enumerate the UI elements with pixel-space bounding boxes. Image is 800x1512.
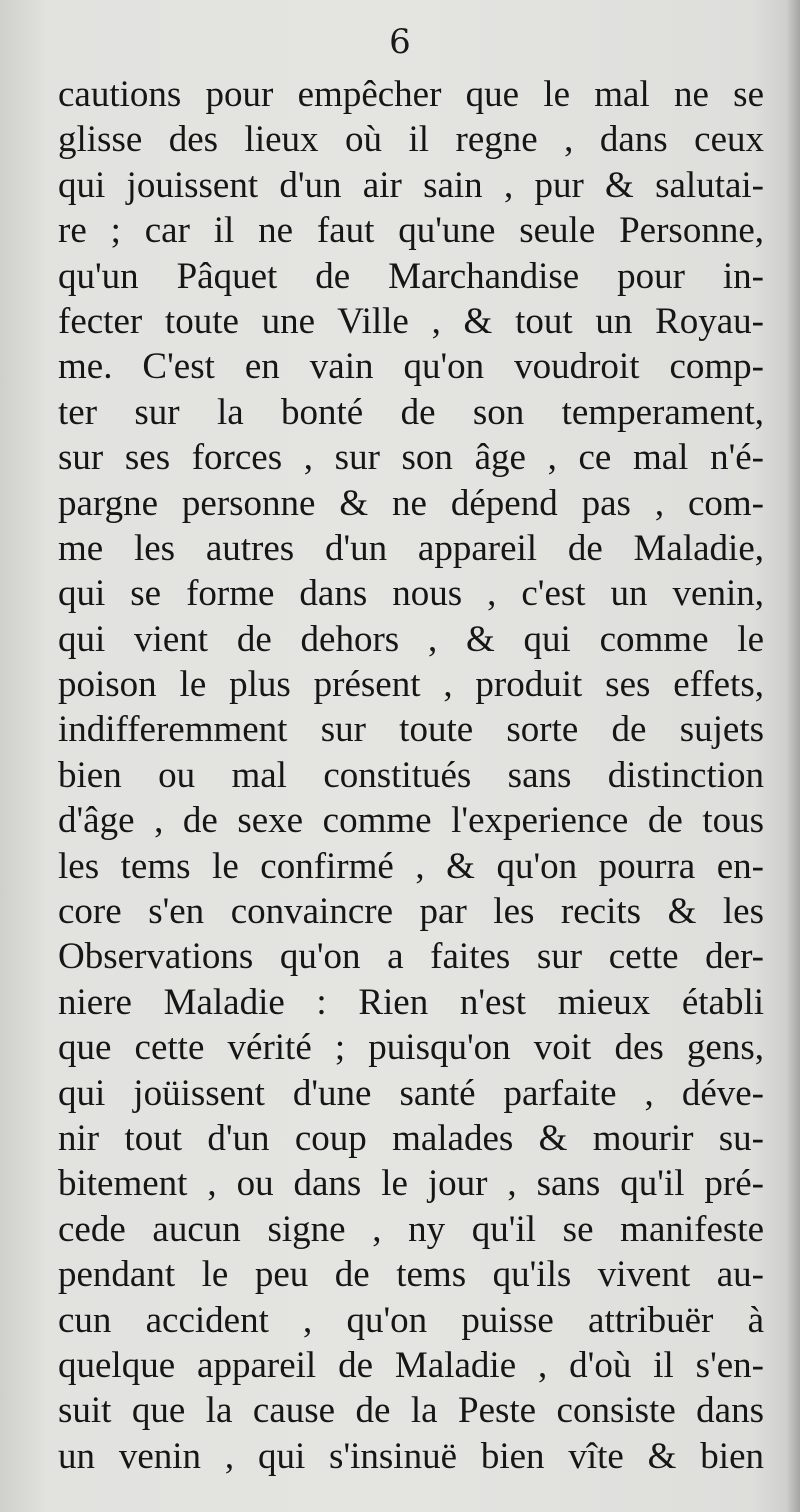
body-text [58, 72, 764, 1479]
text-line: niere Maladie : Rien n'est mieux établi [58, 981, 764, 1023]
text-line: qu'un Pâquet de Marchandise pour in- [58, 255, 764, 297]
text-line: d'âge , de sexe comme l'experience de tous [58, 800, 764, 842]
page-number: 6 [389, 22, 411, 62]
text-line: pargne personne & ne dépend pas , com- [58, 482, 764, 524]
text-line: fecter toute une Ville , & tout un Royau- [58, 300, 764, 342]
text-line: ter sur la bonté de son temperament, [58, 391, 764, 433]
text-line: me les autres d'un appareil de Maladie, [58, 527, 764, 569]
text-line: un venin , qui s'insinuë bien vîte & bien [58, 1435, 764, 1477]
text-line: me. C'est en vain qu'on voudroit comp- [58, 346, 764, 388]
text-line: re ; car il ne faut qu'une seule Personne, [58, 210, 764, 252]
page-edge-shadow [786, 0, 800, 1512]
text-line: sur ses forces , sur son âge , ce mal n'é- [58, 437, 764, 479]
text-line: cede aucun signe , ny qu'il se manifeste [58, 1208, 764, 1250]
text-line: bien ou mal constitués sans distinction [58, 754, 764, 796]
text-line: bitement , ou dans le jour , sans qu'il pré- [58, 1163, 764, 1205]
text-line: qui se forme dans nous , c'est un venin, [58, 573, 764, 615]
text-line: les tems le confirmé , & qu'on pourra en- [58, 845, 764, 887]
text-line: glisse des lieux où il regne , dans ceux [58, 119, 764, 161]
text-line: suit que la cause de la Peste consiste dans [58, 1390, 764, 1432]
text-line: qui joüissent d'une santé parfaite , déve- [58, 1072, 764, 1114]
text-line: qui vient de dehors , & qui comme le [58, 618, 764, 660]
text-line: que cette vérité ; puisqu'on voit des gens, [58, 1027, 764, 1069]
text-line: nir tout d'un coup malades & mourir su- [58, 1117, 764, 1159]
text-line: quelque appareil de Maladie , d'où il s'en- [58, 1344, 764, 1386]
text-line: core s'en convaincre par les recits & les [58, 891, 764, 933]
text-line: poison le plus présent , produit ses effets, [58, 664, 764, 706]
text-line: cun accident , qu'on puisse attribuër à [58, 1299, 764, 1341]
text-line: Observations qu'on a faites sur cette der- [58, 936, 764, 978]
text-line: indifferemment sur toute sorte de sujets [58, 709, 764, 751]
text-line: cautions pour empêcher que le mal ne se [58, 74, 764, 115]
text-line: pendant le peu de tems qu'ils vivent au- [58, 1254, 764, 1296]
text-line: qui jouissent d'un air sain , pur & salutai- [58, 164, 764, 206]
